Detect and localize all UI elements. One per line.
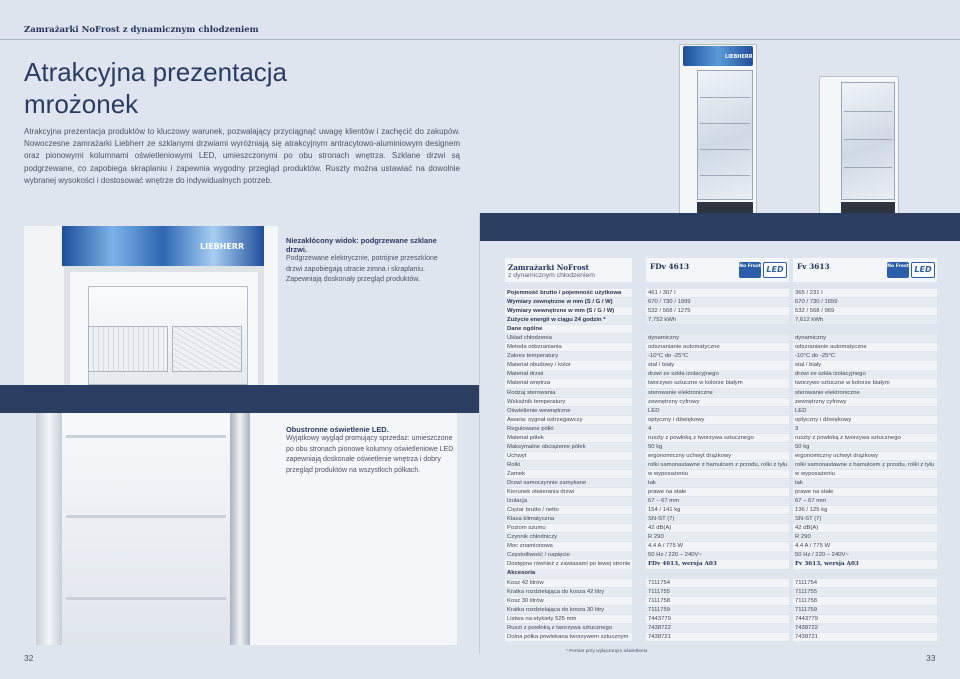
- table-row: [505, 289, 937, 298]
- row-label: Oświetlenie wewnętrzne: [505, 407, 632, 415]
- row-value: stal / biały: [646, 361, 789, 369]
- row-value: 50 Hz / 220 – 240V~: [646, 551, 789, 559]
- row-label: Poziom szumu: [505, 524, 632, 532]
- row-value: optyczny i dźwiękowy: [793, 416, 937, 424]
- table-row: [505, 443, 937, 452]
- row-value: [793, 325, 937, 333]
- table-row: [505, 569, 937, 578]
- row-value: 50 Hz / 220 – 240V~: [793, 551, 937, 559]
- table-row: [505, 633, 937, 642]
- table-row: [505, 425, 937, 434]
- row-value: 670 / 730 / 1999: [646, 298, 789, 306]
- row-value: 7443779: [646, 615, 789, 623]
- row-value: dynamiczny: [793, 334, 937, 342]
- table-row: [505, 407, 937, 416]
- row-value: SN-ST (7): [646, 515, 789, 523]
- row-value: 7438721: [646, 633, 789, 641]
- headline-line-1: Atrakcyjna prezentacja: [24, 57, 288, 87]
- row-value: optyczny i dźwiękowy: [646, 416, 789, 424]
- table-row: [505, 352, 937, 361]
- table-row: [505, 524, 937, 533]
- photo-glass-door-detail: [24, 226, 264, 385]
- row-value: 154 / 141 kg: [646, 506, 789, 514]
- row-label: Moc znamionowa: [505, 542, 632, 550]
- row-value: 50 kg: [793, 443, 937, 451]
- row-value: 7438721: [793, 633, 937, 641]
- row-label: Materiał drzwi: [505, 370, 632, 378]
- row-value: 7111754: [793, 579, 937, 587]
- row-label: Dane ogólne: [505, 325, 632, 333]
- row-label: Rolki: [505, 461, 632, 469]
- row-value: 7111754: [646, 579, 789, 587]
- row-value: zewnętrzny cyfrowy: [793, 398, 937, 406]
- row-value: tak: [793, 479, 937, 487]
- row-value: rolki samonastawne z hamulcem z przodu, rolki z tyłu: [648, 461, 788, 468]
- table-row: [505, 343, 937, 352]
- row-label: Zamek: [505, 470, 632, 478]
- row-value: [646, 325, 789, 333]
- row-label: Kosz 42 litrów: [505, 579, 632, 587]
- row-label: Kosz 30 litrów: [505, 597, 632, 605]
- row-value: 67 – 67 mm: [793, 497, 937, 505]
- row-value: 7438722: [793, 624, 937, 632]
- row-value: 365 / 231 l: [793, 289, 937, 297]
- table-row: [505, 497, 937, 506]
- row-label: Materiał wnętrza: [505, 379, 632, 387]
- row-value: 670 / 730 / 1659: [793, 298, 937, 306]
- row-label: Kratka rozdzielająca do kosza 30 litry: [505, 606, 632, 614]
- caption-heated-glass: [286, 236, 456, 286]
- table-row: [505, 416, 937, 425]
- row-value: LED: [793, 407, 937, 415]
- table-row: [505, 624, 937, 633]
- table-row: [505, 461, 937, 470]
- row-value: SN-ST (7): [793, 515, 937, 523]
- table-row: [505, 398, 937, 407]
- row-label: Akcesoria: [505, 569, 632, 577]
- row-value: 532 / 568 / 969: [793, 307, 937, 315]
- row-value: 7443779: [793, 615, 937, 623]
- photo-strip: [264, 226, 278, 385]
- row-value: drzwi ze szkła izolacyjnego: [646, 370, 789, 378]
- row-value: ruszty z powłoką z tworzywa sztucznego: [646, 434, 789, 442]
- fridge-image-fv3613: [819, 76, 899, 234]
- table-row: [505, 452, 937, 461]
- row-label: Układ chłodzenia: [505, 334, 632, 342]
- page-divider: [479, 213, 480, 653]
- row-label: Metoda odszraniania: [505, 343, 632, 351]
- row-label: Zakres temperatury: [505, 352, 632, 360]
- row-label: Ruszt z powłoką z tworzywa sztucznego: [505, 624, 632, 632]
- row-label: Wymiary wewnętrzne w mm (S / G / W): [505, 307, 632, 315]
- page-number-left: 32: [24, 653, 34, 663]
- row-value: 42 dB(A): [793, 524, 937, 532]
- table-row: [505, 560, 937, 569]
- footnote: * Pomiar przy wyłączonym oświetleniu: [566, 649, 648, 654]
- fridge-image-fdv4613: [679, 44, 757, 234]
- row-value: 50 kg: [646, 443, 789, 451]
- navy-band-left: [0, 385, 480, 413]
- table-row: [505, 515, 937, 524]
- table-row: [505, 434, 937, 443]
- row-value: 7111759: [646, 606, 789, 614]
- nofrost-badge-icon: No Frost: [739, 262, 761, 278]
- row-label: Pojemność brutto / pojemność użytkowa: [505, 289, 632, 297]
- led-badge-icon: LED: [911, 262, 935, 278]
- row-label: Regulowane półki: [505, 425, 632, 433]
- row-label: Dostępne również z zawiasami po lewej stronie: [507, 561, 631, 568]
- table-row: [505, 470, 937, 479]
- table-row: [505, 542, 937, 551]
- caption-led-lighting: [286, 425, 458, 476]
- row-value: drzwi ze szkła izolacyjnego: [793, 370, 937, 378]
- row-label: Izolacja: [505, 497, 632, 505]
- row-label: Kierunek otwierania drzwi: [505, 488, 632, 496]
- row-label: Klasa klimatyczna: [505, 515, 632, 523]
- row-value: [646, 569, 789, 577]
- table-row: [505, 307, 937, 316]
- row-label: Ciężar brutto / netto: [505, 506, 632, 514]
- row-value: prawe na stałe: [646, 488, 789, 496]
- row-value: 4.4 A / 775 W: [646, 542, 789, 550]
- caption-title: Obustronne oświetlenie LED.: [286, 425, 389, 434]
- row-value: ergonomiczny uchwyt drążkowy: [646, 452, 789, 460]
- model-name: Fv 3613: [797, 262, 830, 271]
- row-value: tworzywo sztuczne w kolorze białym: [646, 379, 789, 387]
- led-badge-icon: LED: [763, 262, 787, 278]
- row-value: sterowanie elektroniczne: [793, 389, 937, 397]
- row-label: Częstotliwość / napięcie: [505, 551, 632, 559]
- row-value: FDv 4613, wersja A03: [646, 560, 789, 568]
- headline-line-2: mrożonek: [24, 89, 139, 119]
- row-value: 4: [646, 425, 789, 433]
- row-label: Materiał półek: [505, 434, 632, 442]
- table-row: [505, 370, 937, 379]
- row-value: w wyposażeniu: [793, 470, 937, 478]
- spec-head-series: [505, 258, 632, 282]
- table-row: [505, 361, 937, 370]
- table-row: [505, 606, 937, 615]
- caption-text: Wyjątkowy wygląd promujący sprzedaż: umieszczone po obu stronach pionowe kolumny oświetleniowe LED zapewniają doskonałe oświetlenie wnętrza i dobry przegląd produktów na wszystkich półkach.: [286, 435, 454, 474]
- row-value: ergonomiczny uchwyt drążkowy: [793, 452, 937, 460]
- spec-rows: [505, 289, 937, 642]
- row-label: Zużycie energii w ciągu 24 godzin *: [505, 316, 632, 324]
- page-number-right: 33: [926, 653, 936, 663]
- spec-head-sub: z dynamicznym chłodzeniem: [508, 272, 595, 279]
- brand-panel-text: LIEBHERR: [725, 54, 753, 60]
- row-value: LED: [646, 407, 789, 415]
- navy-band-right: [480, 213, 960, 241]
- row-label: Rodzaj sterowania: [505, 389, 632, 397]
- row-value: odszranianie automatyczne: [646, 343, 789, 351]
- row-value: 7111758: [793, 597, 937, 605]
- model-name: FDv 4613: [650, 262, 690, 271]
- row-value: w wyposażeniu: [646, 470, 789, 478]
- row-value: 42 dB(A): [646, 524, 789, 532]
- brand-badge-text: LIEBHERR: [200, 242, 245, 251]
- row-value: 4.4 A / 775 W: [793, 542, 937, 550]
- row-label: Kratka rozdzielająca do kosza 42 litry: [505, 588, 632, 596]
- row-label: Maksymalne obciążenie półek: [505, 443, 632, 451]
- fridge-glass-door: [697, 70, 753, 200]
- caption-title: Niezakłócony widok: podgrzewane szklane drzwi.: [286, 236, 437, 254]
- row-value: -10°C do -25°C: [793, 352, 937, 360]
- row-value: 532 / 568 / 1275: [646, 307, 789, 315]
- row-value: zewnętrzny cyfrowy: [646, 398, 789, 406]
- header-title: Zamrażarki NoFrost z dynamicznym chłodzeniem: [24, 25, 259, 35]
- row-value: stal / biały: [793, 361, 937, 369]
- row-label: Materiał obudowy / kolor: [505, 361, 632, 369]
- row-value: 461 / 307 l: [646, 289, 789, 297]
- row-value: 3: [793, 425, 937, 433]
- caption-text: Podgrzewane elektrycznie, potrójnie przeszklone drzwi zapobiegają utracie zimna i skraplaniu. Zapewniają doskonały przegląd produktów.: [286, 255, 438, 284]
- row-value: ruszty z powłoką z tworzywa sztucznego: [793, 434, 937, 442]
- row-value: 7111759: [793, 606, 937, 614]
- headline: [24, 56, 444, 120]
- row-value: tak: [646, 479, 789, 487]
- table-row: [505, 479, 937, 488]
- row-value: sterowanie elektroniczne: [646, 389, 789, 397]
- row-value: rolki samonastawne z hamulcem z przodu, rolki z tyłu: [793, 461, 937, 469]
- table-row: [505, 316, 937, 325]
- row-label: Dolna półka powlekana tworzywem sztucznym: [505, 633, 632, 641]
- row-value: dynamiczny: [646, 334, 789, 342]
- row-value: [793, 569, 937, 577]
- row-label: Wymiary zewnętrzne w mm (S / G / W): [505, 298, 632, 306]
- row-value: odszranianie automatyczne: [793, 343, 937, 351]
- row-value: -10°C do -25°C: [646, 352, 789, 360]
- row-value: 7,752 kWh: [646, 316, 789, 324]
- fridge-glass-door: [841, 82, 895, 200]
- spec-head-model-1: [646, 258, 789, 282]
- row-label: Wskaźnik temperatury: [505, 398, 632, 406]
- row-value: 7111755: [646, 588, 789, 596]
- row-label: Uchwyt: [505, 452, 632, 460]
- table-row: [505, 379, 937, 388]
- row-value: 7111755: [793, 588, 937, 596]
- table-row: [505, 488, 937, 497]
- spec-head-title: Zamrażarki NoFrost: [508, 263, 589, 272]
- table-row: [505, 506, 937, 515]
- nofrost-badge-icon: No Frost: [887, 262, 909, 278]
- row-label: Listwa na etykiety 525 mm: [505, 615, 632, 623]
- table-row: [505, 551, 937, 560]
- row-value: 136 / 125 kg: [793, 506, 937, 514]
- row-label: Czynnik chłodniczy: [505, 533, 632, 541]
- row-value: 67 – 67 mm: [646, 497, 789, 505]
- row-value: tworzywo sztuczne w kolorze białym: [793, 379, 937, 387]
- row-value: prawe na stałe: [793, 488, 937, 496]
- table-row: [505, 588, 937, 597]
- row-value: 7438722: [646, 624, 789, 632]
- row-value: R 290: [646, 533, 789, 541]
- row-value: R 290: [793, 533, 937, 541]
- row-label: Awaria: sygnał ostrzegawczy: [505, 416, 632, 424]
- table-row: [505, 597, 937, 606]
- table-row: [505, 615, 937, 624]
- table-row: [505, 334, 937, 343]
- table-row: [505, 389, 937, 398]
- row-label: Drzwi samoczynnie zamykane: [505, 479, 632, 487]
- intro-paragraph: Atrakcyjna prezentacja produktów to kluczowy warunek, pozwalający przyciągnąć uwagę klientów i zachęcić do zakupów. Nowoczesne zamrażarki Liebherr ze szklanymi drzwiami wyróżniają się atrakcyjnym antracytowo-aluminiowym designem oraz pionowymi kolumnami oświetleniowymi LED, umieszczonymi po obu stronach wnętrza. Szklane drzwi są podgrzewane, co zapobiega skraplaniu i zapewnia wygodny przegląd produktów. Ruszty można ustawiać na dowolnie wybranej wysokości i dostosować wnętrze do indywidualnych potrzeb.: [24, 127, 460, 185]
- row-value: 7111758: [646, 597, 789, 605]
- row-value: Fv 3613, wersja A03: [793, 560, 937, 568]
- table-row: [505, 325, 937, 334]
- row-value: 7,612 kWh: [793, 316, 937, 324]
- table-row: [505, 298, 937, 307]
- spec-head-model-2: [793, 258, 937, 282]
- table-row: [505, 533, 937, 542]
- table-row: [505, 579, 937, 588]
